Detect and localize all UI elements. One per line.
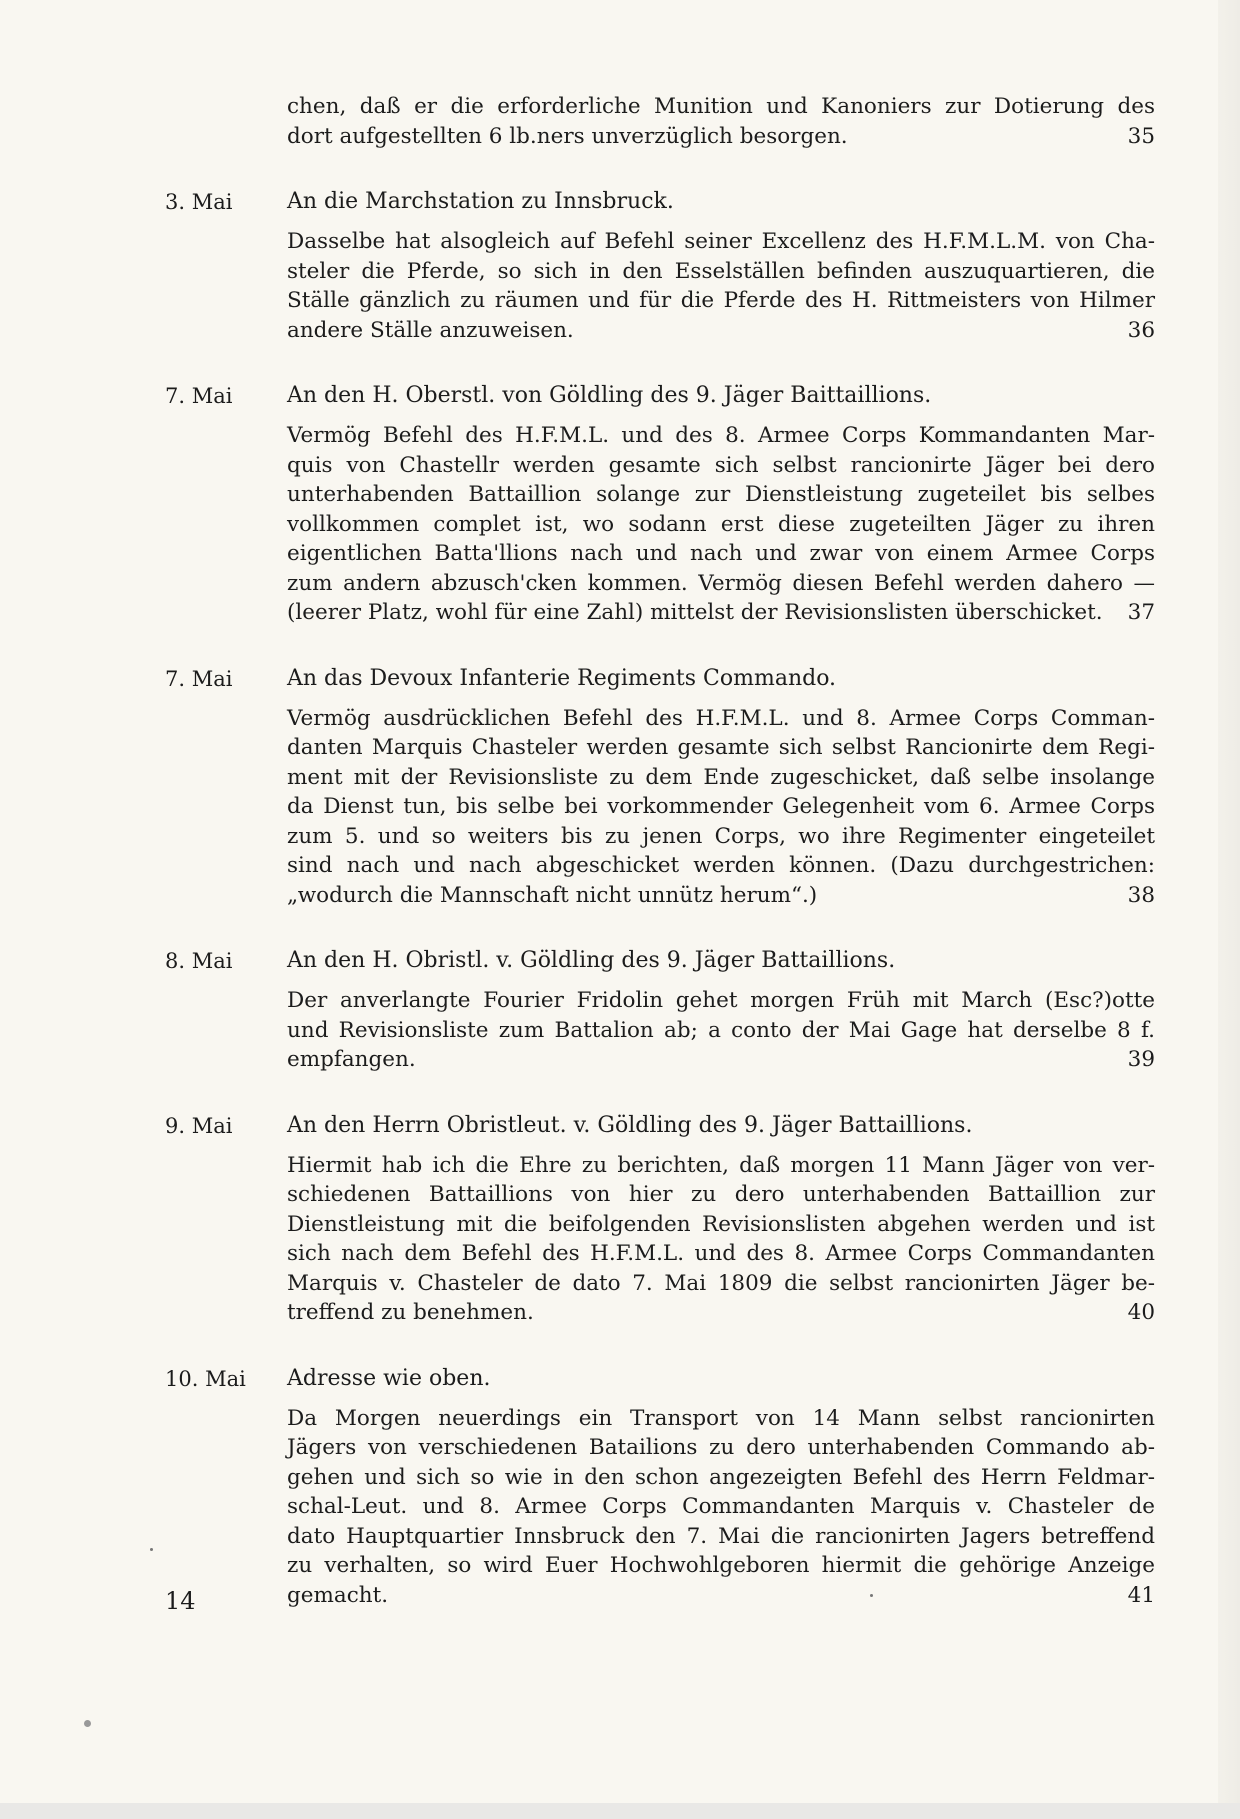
entry-line: Hiermit hab ich die Ehre zu berichten, daß morgen 11 Mann Jäger von ver- bbox=[287, 1152, 1155, 1178]
entry-number: 40 bbox=[1127, 1300, 1155, 1325]
entry-line: Vermög ausdrücklichen Befehl des H.F.M.L. und 8. Armee Corps Comman- bbox=[287, 705, 1155, 731]
entry-number: 41 bbox=[1127, 1582, 1155, 1608]
paper-speck bbox=[870, 1594, 873, 1597]
entry-line: Der anverlangte Fourier Fridolin gehet morgen Früh mit March (Esc?)otte bbox=[287, 988, 1155, 1013]
entry-address: An das Devoux Infanterie Regiments Commando. bbox=[287, 665, 837, 691]
entry-line: danten Marquis Chasteler werden gesamte sich selbst Rancionirte dem Regi- bbox=[287, 735, 1155, 760]
entry-line: unterhabenden Battaillion solange zur Dienstleistung zugeteilet bis selbes bbox=[287, 482, 1155, 507]
continuation-last-line: dort aufgestellten 6 lb.ners unverzüglich besorgen. 35 bbox=[287, 122, 1155, 152]
entry-last-line: „wodurch die Mannschaft nicht unnütz herum“.) 38 bbox=[287, 881, 1155, 911]
entry-number: 36 bbox=[1127, 317, 1155, 343]
entry-line: da Dienst tun, bis selbe bei vorkommender Gelegenheit vom 6. Armee Corps bbox=[287, 794, 1155, 819]
entry-line: sich nach dem Befehl des H.F.M.L. und des 8. Armee Corps Commandanten bbox=[287, 1241, 1155, 1266]
entry-date: 8. Mai bbox=[165, 949, 233, 973]
entry-line: dato Hauptquartier Innsbruck den 7. Mai die rancionirten Jagers betreffend bbox=[287, 1523, 1155, 1549]
entry-line: Dienstleistung mit die beifolgenden Revisionslisten abgehen werden und ist bbox=[287, 1211, 1155, 1237]
paper-speck bbox=[84, 1720, 91, 1727]
continuation-entry bbox=[165, 92, 1165, 151]
letter-register bbox=[165, 92, 1165, 1610]
entry-last-line: (leerer Platz, wohl für eine Zahl) mittelst der Revisionslisten überschicket. 37 bbox=[287, 598, 1155, 628]
page-bottom-edge bbox=[0, 1803, 1240, 1819]
entry-number: 35 bbox=[1127, 123, 1155, 149]
entry-40 bbox=[165, 1111, 1165, 1328]
entry-address: An den H. Obristl. v. Göldling des 9. Jäger Battaillions. bbox=[287, 948, 896, 973]
entry-38 bbox=[165, 664, 1165, 911]
entry-line: sind nach und nach abgeschicket werden können. (Dazu durchgestrichen: bbox=[287, 853, 1155, 878]
entry-line: zum andern abzusch'cken kommen. Vermög diesen Befehl werden dahero — bbox=[287, 570, 1155, 596]
entry-line: steler die Pferde, so sich in den Esselställen befinden auszuquartieren, die bbox=[287, 258, 1155, 284]
entry-date: 9. Mai bbox=[165, 1113, 233, 1138]
entry-line: und Revisionsliste zum Battalion ab; a conto der Mai Gage hat derselbe 8 f. bbox=[287, 1017, 1155, 1043]
entry-date: 3. Mai bbox=[165, 190, 233, 214]
entry-line: schal-Leut. und 8. Armee Corps Commandanten Marquis v. Chasteler de bbox=[287, 1494, 1155, 1519]
entry-41 bbox=[165, 1364, 1165, 1611]
entry-line: Vermög Befehl des H.F.M.L. und des 8. Armee Corps Kommandanten Mar- bbox=[287, 423, 1155, 448]
entry-line: Ställe gänzlich zu räumen und für die Pferde des H. Rittmeisters von Hilmer bbox=[287, 288, 1155, 313]
entry-last-line: gemacht. 41 bbox=[287, 1581, 1155, 1611]
entry-line: zu verhalten, so wird Euer Hochwohlgeboren hiermit die gehörige Anzeige bbox=[287, 1553, 1155, 1578]
entry-line: zum 5. und so weiters bis zu jenen Corps, wo ihre Regimenter eingeteilet bbox=[287, 823, 1155, 849]
entry-line: ment mit der Revisionsliste zu dem Ende zugeschicket, daß selbe insolange bbox=[287, 764, 1155, 790]
entry-line: vollkommen complet ist, wo sodann erst diese zugeteilten Jäger zu ihren bbox=[287, 511, 1155, 537]
entry-address: An die Marchstation zu Innsbruck. bbox=[287, 189, 674, 214]
entry-line: Marquis v. Chasteler de dato 7. Mai 1809 die selbst rancionirten Jäger be- bbox=[287, 1270, 1155, 1296]
entry-date: 10. Mai bbox=[165, 1366, 246, 1391]
page-number: 14 bbox=[165, 1587, 196, 1615]
entry-line: Dasselbe hat alsogleich auf Befehl seiner Excellenz des H.F.M.L.M. von Cha- bbox=[287, 229, 1155, 254]
entry-address: Adresse wie oben. bbox=[287, 1365, 491, 1391]
entry-number: 37 bbox=[1127, 600, 1155, 625]
entry-36 bbox=[165, 187, 1165, 345]
entry-date: 7. Mai bbox=[165, 666, 233, 691]
entry-39 bbox=[165, 946, 1165, 1075]
entry-line: Jägers von verschiedenen Batailions zu dero unterhabenden Commando ab- bbox=[287, 1435, 1155, 1460]
continuation-line: chen, daß er die erforderliche Munition und Kanoniers zur Dotierung des bbox=[287, 94, 1155, 119]
entry-address: An den Herrn Obristleut. v. Göldling des 9. Jäger Battaillions. bbox=[287, 1112, 973, 1138]
entry-number: 38 bbox=[1127, 882, 1155, 908]
entry-line: eigentlichen Batta'llions nach und nach und zwar von einem Armee Corps bbox=[287, 541, 1155, 566]
entry-address: An den H. Oberstl. von Göldling des 9. Jäger Baittaillions. bbox=[287, 383, 932, 408]
entry-line: quis von Chastellr werden gesamte sich selbst rancionirte Jäger bei dero bbox=[287, 452, 1155, 478]
page-edge-shadow bbox=[1218, 0, 1240, 1819]
entry-last-line: treffend zu benehmen. 40 bbox=[287, 1298, 1155, 1328]
entry-37 bbox=[165, 381, 1165, 628]
entry-line: gehen und sich so wie in den schon angezeigten Befehl des Herrn Feldmar- bbox=[287, 1464, 1155, 1490]
entry-last-line: empfangen. 39 bbox=[287, 1045, 1155, 1075]
entry-date: 7. Mai bbox=[165, 384, 233, 408]
entry-last-line: andere Ställe anzuweisen. 36 bbox=[287, 316, 1155, 346]
entry-number: 39 bbox=[1127, 1047, 1155, 1072]
entry-line: Da Morgen neuerdings ein Transport von 14 Mann selbst rancionirten bbox=[287, 1405, 1155, 1431]
paper-speck bbox=[150, 1548, 153, 1551]
entry-line: schiedenen Battaillions von hier zu dero unterhabenden Battaillion zur bbox=[287, 1182, 1155, 1207]
